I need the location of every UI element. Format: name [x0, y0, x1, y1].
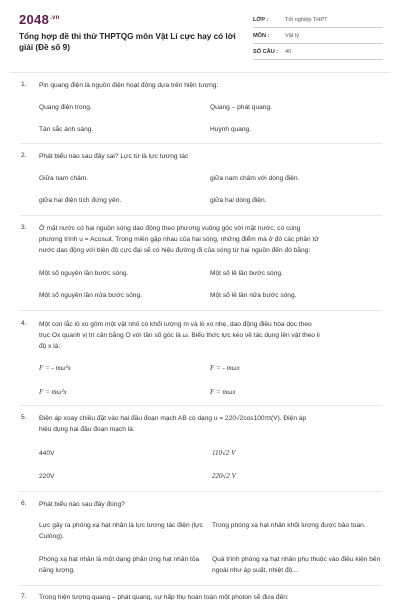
- answer-option[interactable]: Lực gây ra phóng xạ hạt nhân là lực tương tác điện (lực Culông).: [39, 522, 203, 540]
- document-header: [0, 0, 400, 70]
- answer-option[interactable]: Một số lẻ lần bước sóng.: [210, 270, 283, 277]
- question-divider: [20, 143, 382, 144]
- answer-option[interactable]: Trong phóng xạ hạt nhân khối lượng được bảo toàn.: [212, 522, 366, 529]
- answer-option[interactable]: F = - mωx: [210, 364, 240, 372]
- answer-option[interactable]: Một số nguyên lần nửa bước sóng.: [39, 292, 142, 299]
- question-number: 6.: [21, 500, 27, 507]
- meta-value: Vật lý: [285, 33, 299, 39]
- question-text: Pin quang điện là nguồn điện hoạt động dựa trên hiện tượng:: [39, 82, 219, 89]
- answer-option[interactable]: Giữa nam châm.: [39, 175, 89, 182]
- document-meta: [253, 14, 383, 62]
- question-text: [39, 223, 389, 256]
- answer-option[interactable]: 220√2 V: [212, 472, 236, 480]
- answer-option[interactable]: 220V: [39, 473, 55, 480]
- question-divider: [20, 405, 382, 406]
- answer-option[interactable]: Quá trình phóng xạ hạt nhân phụ thuộc vào điều kiện bên ngoài như áp suất, nhiệt độ...: [212, 556, 381, 574]
- question-text-line: Một con lắc lò xo gồm một vật nhỏ có khối lượng m và lò xo nhẹ, dao động điều hòa dọc theo: [39, 321, 312, 328]
- answer-option[interactable]: 110√2 V: [212, 449, 236, 457]
- answer-option[interactable]: F = mω²x: [39, 388, 67, 396]
- question-number: 2.: [21, 152, 27, 159]
- question-number: 4.: [21, 320, 27, 327]
- meta-key: MÔN :: [253, 33, 270, 39]
- question-text: Trong hiện tượng quang – phát quang, sự hấp thụ hoàn toàn một photon sẽ đưa đến:: [39, 594, 289, 600]
- question-text-line: Ở mặt nước có hai nguồn sóng dao động theo phương vuông góc với mặt nước, có cùng: [39, 225, 301, 232]
- meta-key: SỐ CÂU :: [253, 49, 279, 55]
- answer-option[interactable]: giữa nam châm với dòng điện.: [210, 175, 300, 182]
- question-number: 5.: [21, 414, 27, 421]
- question-divider: [20, 215, 382, 216]
- meta-value: 40: [285, 49, 292, 55]
- question-divider: [20, 491, 382, 492]
- answer-option[interactable]: giữa hai điện tích đứng yên.: [39, 197, 122, 204]
- answer-option[interactable]: Một số lẻ lần nửa bước sóng.: [210, 292, 297, 299]
- question-text: Phát biểu nào sau đây đúng?: [39, 501, 125, 508]
- question-divider: [20, 585, 382, 586]
- question-text-line: trục Ox quanh vị trí cân bằng O với tần số góc là ω. Biểu thức lực kéo về tác dụng lên vật theo li: [39, 332, 320, 339]
- question-divider: [20, 310, 382, 311]
- question-number: 7.: [21, 593, 27, 600]
- question-text-line: độ x là:: [39, 343, 61, 350]
- answer-option[interactable]: Một số nguyên lần bước sóng.: [39, 270, 129, 277]
- meta-row-count: [253, 46, 383, 60]
- answer-option[interactable]: giữa hai dòng điện.: [210, 197, 267, 204]
- site-logo[interactable]: $2048^{.vn}$: [19, 12, 60, 27]
- answer-option[interactable]: Phóng xạ hạt nhân là một dạng phản ứng hạt nhân tỏa năng lượng.: [39, 556, 200, 574]
- question-text: [39, 413, 389, 435]
- question-text-line: Điện áp xoay chiều đặt vào hai đầu đoạn mạch AB có dạng u = 220√2cos100πt(V). Điện áp: [39, 415, 307, 422]
- answer-option[interactable]: F = - mω²x: [39, 364, 71, 372]
- answer-option[interactable]: F = mωx: [210, 388, 236, 396]
- answer-option[interactable]: Quang điện trong.: [39, 104, 92, 111]
- question-number: 1.: [21, 81, 27, 88]
- question-text: [39, 319, 389, 352]
- answer-option[interactable]: Tán sắc ánh sáng.: [39, 126, 94, 133]
- question-text-line: phương trình u = Acosωt. Trong miền gặp nhau của hai sóng, những điểm mà ở đó các phần tử: [39, 236, 319, 243]
- question-text: Phát biểu nào sau đây sai? Lực từ là lực tương tác: [39, 153, 189, 160]
- meta-value: Tốt nghiệp THPT: [285, 17, 328, 23]
- question-text-line: hiệu dụng hai đầu đoạn mạch là:: [39, 426, 135, 433]
- meta-row-subject: [253, 30, 383, 44]
- question-text-line: nước dao động với biên độ cực đại sẽ có hiệu đường đi của sóng từ hai nguồn đến đó bằng:: [39, 247, 311, 254]
- meta-row-class: [253, 14, 383, 28]
- answer-option[interactable]: Huỳnh quang.: [210, 126, 252, 133]
- meta-key: LỚP :: [253, 17, 269, 23]
- answer-option[interactable]: Quang – phát quang.: [210, 104, 272, 111]
- header-divider: [10, 72, 390, 73]
- answer-option[interactable]: 440V: [39, 450, 55, 457]
- document-title: Tổng hợp đề thi thử THPTQG môn Vật Lí cực hay có lời giải (Đề số 9): [19, 32, 236, 52]
- question-number: 3.: [21, 224, 27, 231]
